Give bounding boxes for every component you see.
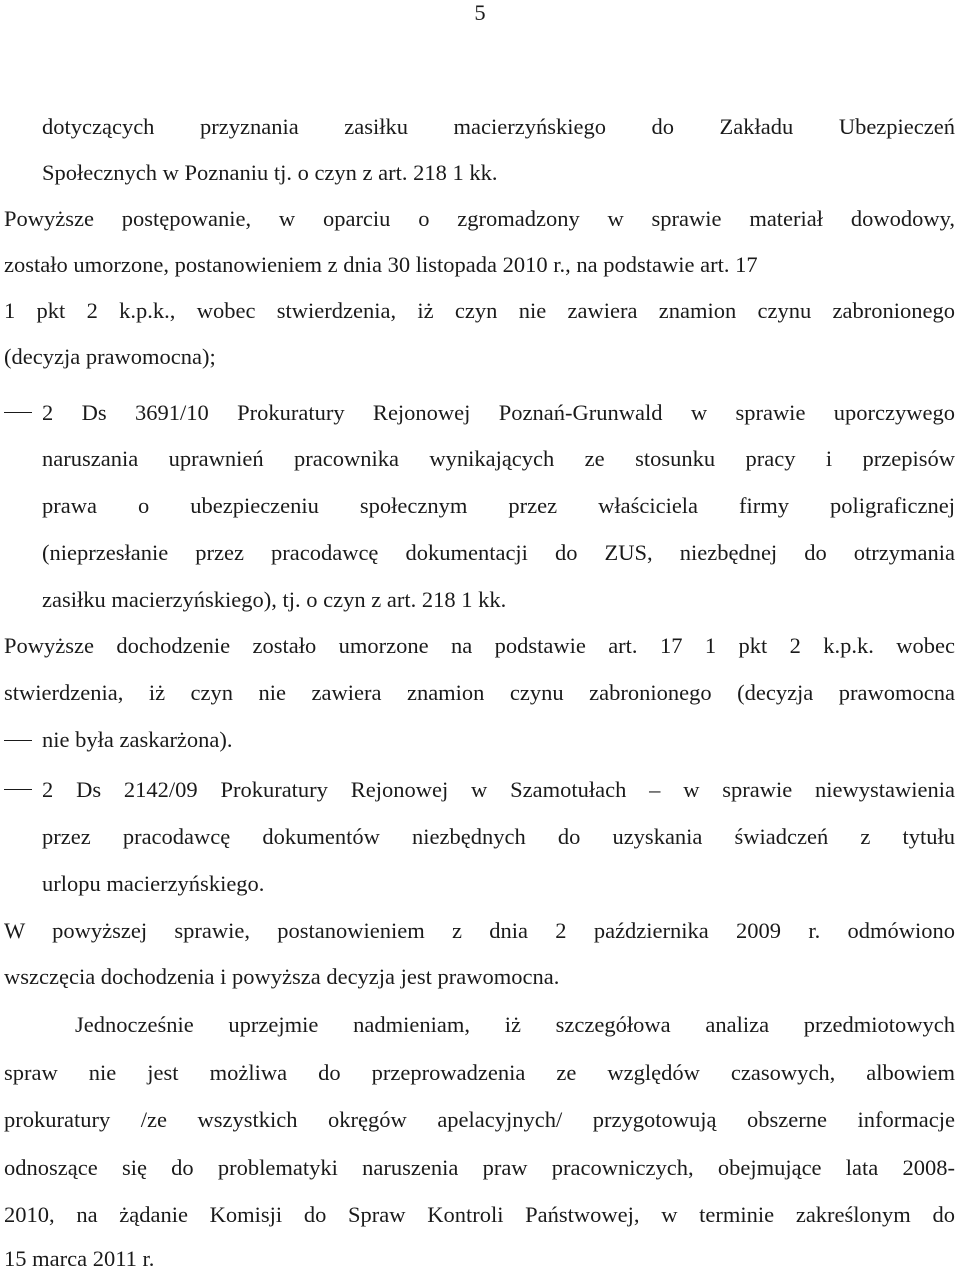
text-line: W powyższej sprawie, postanowieniem z dnia 2 października 2009 r. odmówiono bbox=[4, 918, 955, 943]
text-line: 2010, na żądanie Komisji do Spraw Kontroli Państwowej, w terminie zakreślonym do bbox=[4, 1202, 955, 1227]
page-number: 5 bbox=[474, 0, 486, 25]
text-line: dotyczących przyznania zasiłku macierzyńskiego do Zakładu Ubezpieczeń bbox=[42, 114, 955, 139]
text-line: odnoszące się do problematyki naruszenia praw pracowniczych, obejmujące lata 2008- bbox=[4, 1155, 955, 1180]
text-line: (nieprzesłanie przez pracodawcę dokumentacji do ZUS, niezbędnej do otrzymania bbox=[42, 540, 955, 565]
text-line: wszczęcia dochodzenia i powyższa decyzja jest prawomocna. bbox=[4, 964, 560, 989]
text-line: Jednocześnie uprzejmie nadmieniam, iż szczegółowa analiza przedmiotowych bbox=[75, 1012, 955, 1037]
text-line: 15 marca 2011 r. bbox=[4, 1246, 155, 1271]
text-line: nie była zaskarżona). bbox=[42, 727, 233, 752]
text-line: Powyższe dochodzenie zostało umorzone na podstawie art. 17 1 pkt 2 k.p.k. wobec bbox=[4, 633, 955, 658]
text-line: zostało umorzone, postanowieniem z dnia 30 listopada 2010 r., na podstawie art. 17 bbox=[4, 252, 758, 277]
text-line: (decyzja prawomocna); bbox=[4, 344, 216, 369]
list-dash bbox=[4, 412, 32, 413]
list-dash bbox=[4, 740, 32, 741]
list-dash bbox=[4, 789, 32, 790]
text-line: urlopu macierzyńskiego. bbox=[42, 871, 265, 896]
text-line: zasiłku macierzyńskiego), tj. o czyn z art. 218 1 kk. bbox=[42, 587, 507, 612]
text-line: 2 Ds 2142/09 Prokuratury Rejonowej w Szamotułach – w sprawie niewystawienia bbox=[42, 777, 955, 802]
text-line: naruszania uprawnień pracownika wynikających ze stosunku pracy i przepisów bbox=[42, 446, 955, 471]
text-line: Powyższe postępowanie, w oparciu o zgromadzony w sprawie materiał dowodowy, bbox=[4, 206, 955, 231]
text-line: 2 Ds 3691/10 Prokuratury Rejonowej Poznań-Grunwald w sprawie uporczywego bbox=[42, 400, 955, 425]
text-line: przez pracodawcę dokumentów niezbędnych do uzyskania świadczeń z tytułu bbox=[42, 824, 955, 849]
text-line: stwierdzenia, iż czyn nie zawiera znamion czynu zabronionego (decyzja prawomocna bbox=[4, 680, 955, 705]
text-line: Społecznych w Poznaniu tj. o czyn z art. 218 1 kk. bbox=[42, 160, 498, 185]
text-line: 1 pkt 2 k.p.k., wobec stwierdzenia, iż czyn nie zawiera znamion czynu zabronionego bbox=[4, 298, 955, 323]
text-line: prokuratury /ze wszystkich okręgów apelacyjnych/ przygotowują obszerne informacje bbox=[4, 1107, 955, 1132]
text-line: spraw nie jest możliwa do przeprowadzenia ze względów czasowych, albowiem bbox=[4, 1060, 955, 1085]
text-line: prawa o ubezpieczeniu społecznym przez właściciela firmy poligraficznej bbox=[42, 493, 955, 518]
